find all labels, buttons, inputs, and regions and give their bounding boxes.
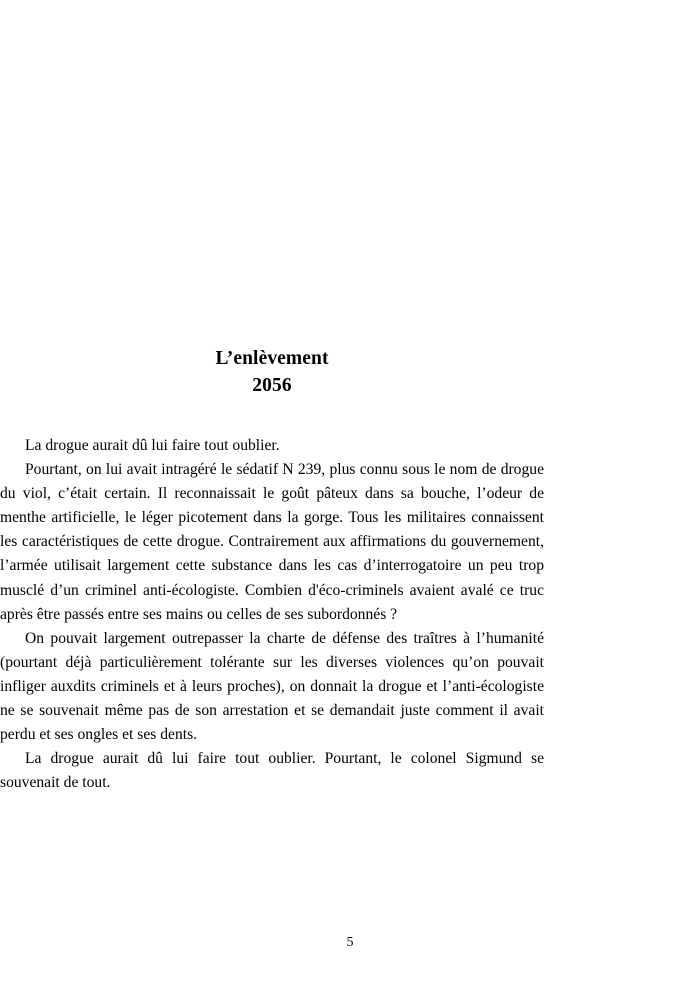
page-title — [0, 345, 544, 399]
chapter-title-line-2: 2056 — [252, 375, 292, 396]
paragraph-1: La drogue aurait dû lui faire tout oublier. — [25, 437, 280, 454]
page-number: 5 — [346, 935, 354, 950]
paragraph-3: On pouvait largement outrepasser la charte de défense des traîtres à l’humanité (pourtant déjà particulièrement tolérante sur les diverses violences qu’on pouvait infliger auxdits criminels et à leurs proches), on donnait la drogue et l’anti-écologiste ne se souvenait même pas de son arrestation et se demandait juste comment il avait perdu et ses ongles et ses dents. — [0, 629, 544, 744]
body-text — [0, 434, 544, 795]
paragraph-2: Pourtant, on lui avait intragéré le sédatif N 239, plus connu sous le nom de drogue du viol, c’était certain. Il reconnaissait le goût pâteux dans sa bouche, l’odeur de menthe artificielle, le léger picotement dans la gorge. Tous les militaires connaissent les caractéristiques de cette drogue. Contrairement aux affirmations du gouvernement, l’armée utilisait largement cette substance dans les cas d’interrogatoire un peu trop musclé d’un criminel anti-écologiste. Combien d'éco-criminels avaient avalé ce truc après être passés entre ses mains ou celles de ses subordonnés ? — [0, 461, 544, 623]
chapter-title-line-1: L’enlèvement — [215, 348, 329, 369]
paragraph-4: La drogue aurait dû lui faire tout oublier. Pourtant, le colonel Sigmund se souvenait de tout. — [0, 750, 544, 792]
chapter-heading — [0, 345, 544, 399]
